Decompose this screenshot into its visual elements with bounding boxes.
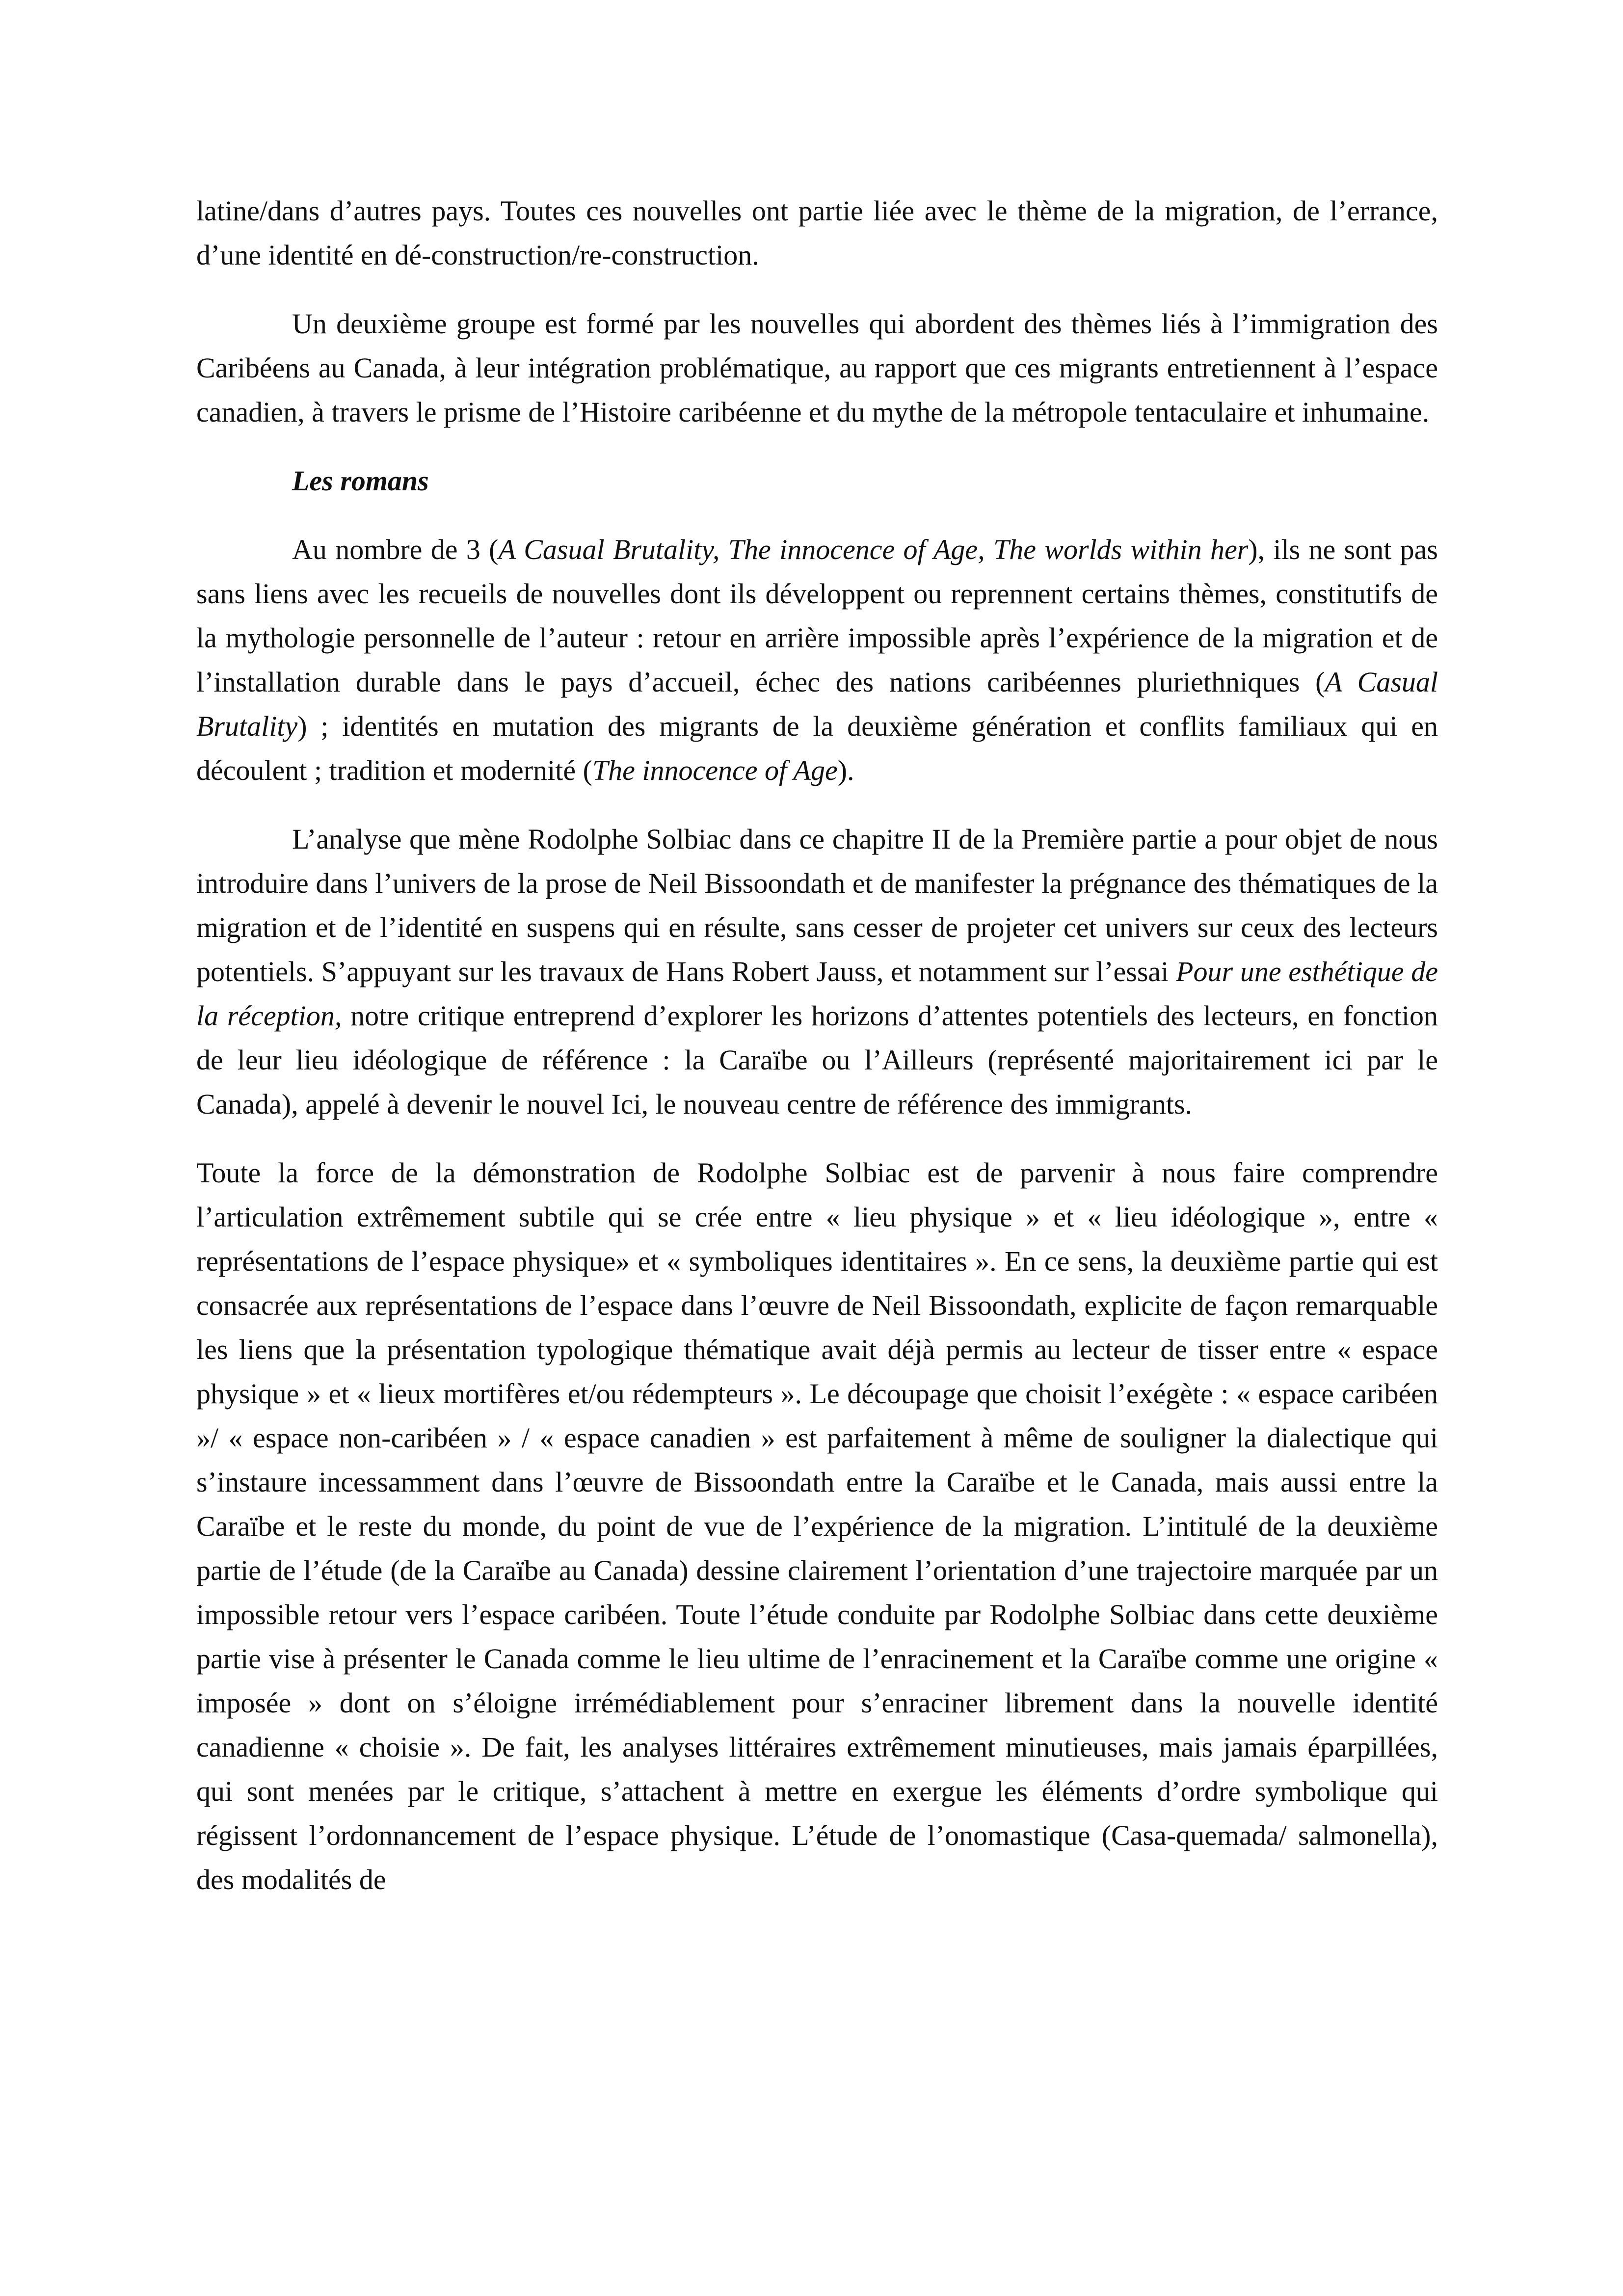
paragraph-romans	[196, 528, 1438, 793]
paragraph-text-part: L’analyse que mène Rodolphe Solbiac dans ce chapitre II de la Première partie a pour objet de nous introduire dans l’univers de la prose de Neil Bissoondath et de manifester la prégnance des thématiques de la migration et de l’identité en suspens qui en résulte, sans cesser de projeter cet univers sur ceux des lecteurs potentiels. S’appuyant sur les travaux de Hans Robert Jauss, et notamment sur l’essai	[196, 823, 1438, 988]
paragraph-continuation	[196, 189, 1438, 277]
essay-title: Pour une esthétique de la réception,	[196, 956, 1438, 1032]
paragraph-text: Un deuxième groupe est formé par les nouvelles qui abordent des thèmes liés à l’immigration des Caribéens au Canada, à leur intégration problématique, au rapport que ces migrants entretiennent à l’espace canadien, à travers le prisme de l’Histoire caribéenne et du mythe de la métropole tentaculaire et inhumaine.	[196, 308, 1438, 428]
paragraph-demonstration	[196, 1151, 1438, 1902]
paragraph-analysis	[196, 817, 1438, 1126]
paragraph-text-part: notre critique entreprend d’explorer les horizons d’attentes potentiels des lecteurs, en fonction de leur lieu idéologique de référence : la Caraïbe ou l’Ailleurs (représenté majoritairement ici par le Canada), appelé à devenir le nouvel Ici, le nouveau centre de référence des immigrants.	[196, 1000, 1438, 1120]
paragraph-text: latine/dans d’autres pays. Toutes ces nouvelles ont partie liée avec le thème de la migration, de l’errance, d’une identité en dé-construction/re-construction.	[196, 195, 1438, 271]
paragraph-text-part: ), ils ne sont pas sans liens avec les recueils de nouvelles dont ils développent ou reprennent certains thèmes, constitutifs de la mythologie personnelle de l’auteur : retour en arrière impossible après l’expérience de la migration et de l’installation durable dans le pays d’accueil, échec des nations caribéennes pluriethniques (	[196, 534, 1438, 698]
body-text	[196, 189, 1438, 1926]
paragraph-text-part: ).	[837, 754, 854, 786]
paragraph-text-part: ) ; identités en mutation des migrants de la deuxième génération et conflits familiaux qui en découlent ; tradition et modernité (	[196, 710, 1438, 786]
book-title: The innocence of Age	[592, 754, 838, 786]
paragraph-text: Toute la force de la démonstration de Rodolphe Solbiac est de parvenir à nous faire comprendre l’articulation extrêmement subtile qui se crée entre « lieu physique » et « lieu idéologique », entre « représentations de l’espace physique» et « symboliques identitaires ». En ce sens, la deuxième partie qui est consacrée aux représentations de l’espace dans l’œuvre de Neil Bissoondath, explicite de façon remarquable les liens que la présentation typologique thématique avait déjà permis au lecteur de tisser entre « espace physique » et « lieux mortifères et/ou rédempteurs ». Le découpage que choisit l’exégète : « espace caribéen »/ « espace non-caribéen » / « espace canadien » est parfaitement à même de souligner la dialectique qui s’instaure incessamment dans l’œuvre de Bissoondath entre la Caraïbe et le Canada, mais aussi entre la Caraïbe et le reste du monde, du point de vue de l’expérience de la migration. L’intitulé de la deuxième partie de l’étude (de la Caraïbe au Canada) dessine clairement l’orientation d’une trajectoire marquée par un impossible retour vers l’espace caribéen. Toute l’étude conduite par Rodolphe Solbiac dans cette deuxième partie vise à présenter le Canada comme le lieu ultime de l’enracinement et la Caraïbe comme une origine « imposée » dont on s’éloigne irrémédiablement pour s’enraciner librement dans la nouvelle identité canadienne « choisie ». De fait, les analyses littéraires extrêmement minutieuses, mais jamais éparpillées, qui sont menées par le critique, s’attachent à mettre en exergue les éléments d’ordre symbolique qui régissent l’ordonnancement de l’espace physique. L’étude de l’onomastique (Casa-quemada/ salmonella), des modalités de	[196, 1157, 1438, 1896]
paragraph-text-part: Au nombre de 3 (	[292, 534, 499, 565]
section-heading-romans: Les romans	[292, 465, 429, 497]
paragraph-second-group	[196, 302, 1438, 434]
book-titles: A Casual Brutality, The innocence of Age, The worlds within her	[498, 534, 1249, 565]
book-title: A Casual Brutality	[196, 666, 1438, 742]
